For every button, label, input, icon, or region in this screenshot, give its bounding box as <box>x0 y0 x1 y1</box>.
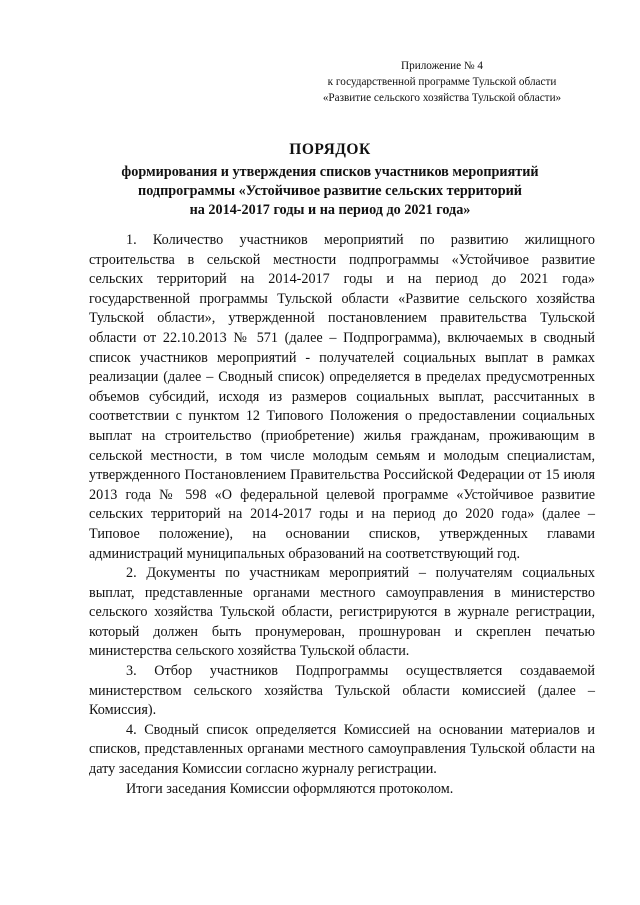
paragraph-1: 1. Количество участников мероприятий по развитию жилищного строительства в сельской местности подпрограммы «Устойчивое развитие сельских территорий на 2014-2017 годы и на период до 2021 года» государственной программы Тульской области «Развитие сельского хозяйства Тульской области», утвержденной постановлением правительства Тульской области от 22.10.2013 № 571 (далее – Подпрограмма), включаемых в сводный список участников мероприятий - получателей социальных выплат в рамках реализации (далее – Сводный список) определяется в пределах предусмотренных объемов субсидий, исходя из размеров социальных выплат, рассчитанных в соответствии с пунктом 12 Типового Положения о предоставлении социальных выплат на строительство (приобретение) жилья гражданам, проживающим в сельской местности, в том числе молодым семьям и молодым специалистам, утвержденного Постановлением Правительства Российской Федерации от 15 июля 2013 года № 598 «О федеральной целевой программе «Устойчивое развитие сельских территорий на 2014-2017 годы и на период до 2020 года» (далее – Типовое положение), на основании списков, утвержденных главами администраций муниципальных образований на соответствующий год. <box>89 232 595 562</box>
appendix-header <box>300 58 584 106</box>
paragraph-4: 4. Сводный список определяется Комиссией на основании материалов и списков, представленных органами местного самоуправления Тульской области на дату заседания Комиссии согласно журналу регистрации. <box>89 721 595 778</box>
document-body <box>89 231 595 799</box>
title-line-1: формирования и утверждения списков участников мероприятий <box>121 164 539 180</box>
title-heading: ПОРЯДОК <box>289 141 371 158</box>
paragraph-3: 3. Отбор участников Подпрограммы осуществляется создаваемой министерством сельского хозяйства Тульской области комиссией (далее – Комиссия). <box>89 663 595 719</box>
appendix-program-name: «Развитие сельского хозяйства Тульской области» <box>322 92 562 104</box>
paragraph-5: Итоги заседания Комиссии оформляются протоколом. <box>126 780 454 797</box>
paragraph-2: 2. Документы по участникам мероприятий – получателям социальных выплат, представленные органами местного самоуправления в министерство сельского хозяйства Тульской области, регистрируются в журнале регистрации, который должен быть пронумерован, прошнурован и скреплен печатью министерства сельского хозяйства Тульской области. <box>89 565 595 660</box>
document-title <box>60 139 600 220</box>
appendix-number: Приложение № 4 <box>401 60 483 72</box>
title-line-3: на 2014-2017 годы и на период до 2021 года» <box>189 202 471 218</box>
appendix-program-ref: к государственной программе Тульской области <box>327 76 557 88</box>
title-line-2: подпрограммы «Устойчивое развитие сельских территорий <box>138 183 522 199</box>
